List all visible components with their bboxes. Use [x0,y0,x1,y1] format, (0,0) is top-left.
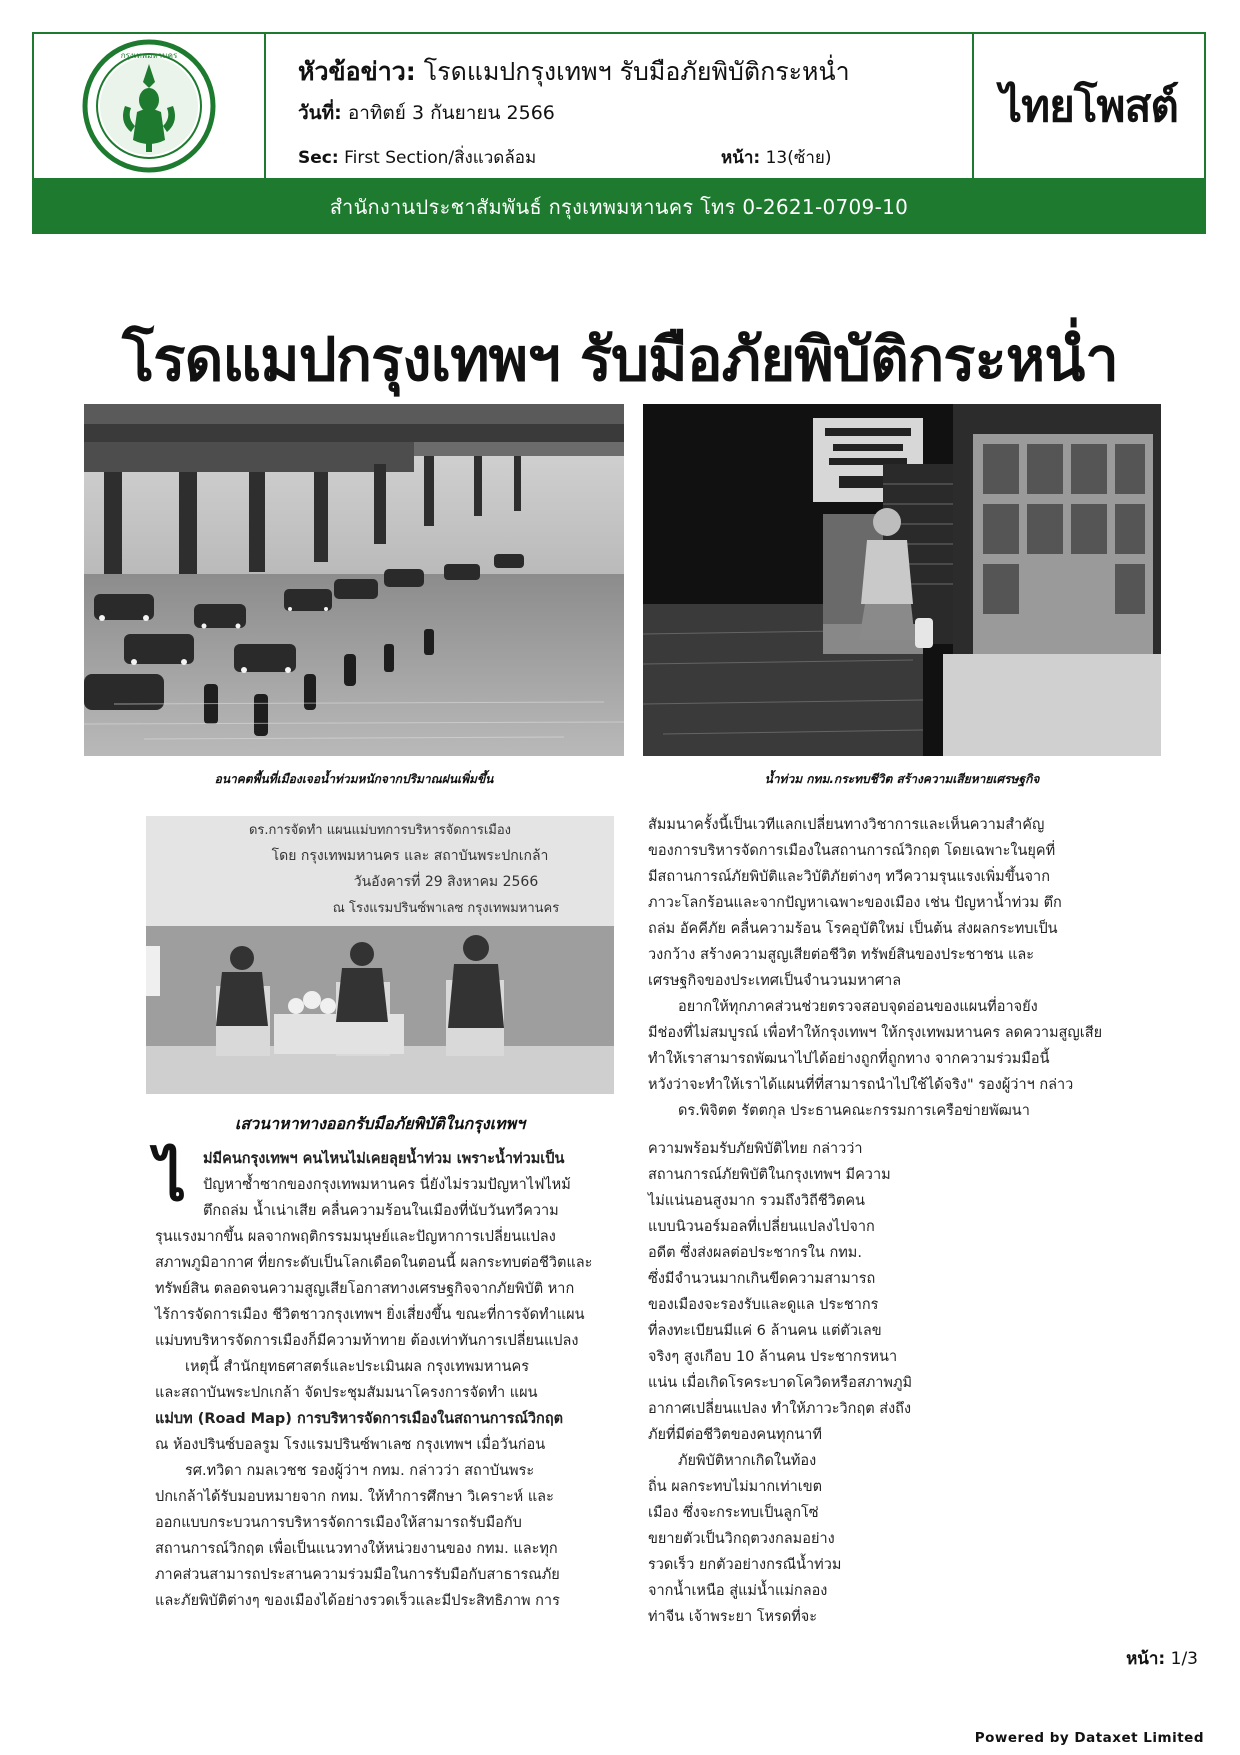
banner-line-3: วันอังคารที่ 29 สิงหาคม 2566 [353,874,539,890]
page-number-label: หน้า: [1126,1649,1166,1669]
page-ref-value: 13(ซ้าย) [765,148,832,168]
office-contact-text: สำนักงานประชาสัมพันธ์ กรุงเทพมหานคร โทร 0-2621-0709-10 [329,195,909,219]
clipping-metadata [266,34,974,178]
body-line: ถิ่น ผลกระทบไม่มากเท่าเขต [648,1479,823,1495]
body-line: สถานการณ์ภัยพิบัติในกรุงเทพฯ มีความ [648,1167,891,1183]
body-line: หวังว่าจะทำให้เราได้แผนที่ที่สามารถนำไปใช้ได้จริง" รองผู้ว่าฯ กล่าว [648,1077,1074,1093]
body-line: ภาคส่วนสามารถประสานความร่วมมือในการรับมือกับสาธารณภัย [155,1567,560,1583]
body-line: ไม่แน่นอนสูงมาก รวมถึงวิถีชีวิตคน [648,1193,865,1209]
body-line: แม่บท (Road Map) การบริหารจัดการเมืองในสถานการณ์วิกฤต [155,1411,564,1427]
headline-label: หัวข้อข่าว: [298,57,416,86]
office-contact-bar [32,180,1206,234]
photo-seminar-panel [146,816,614,1094]
body-line: ของเมืองจะรองรับและดูแล ประชากร [648,1297,879,1313]
body-line: และสถาบันพระปกเกล้า จัดประชุมสัมมนาโครงการจัดทำ แผน [155,1385,538,1401]
body-line: อากาศเปลี่ยนแปลง ทำให้ภาวะวิกฤต ส่งถึง [648,1401,912,1417]
photo3-caption: เสวนาหาทางออกรับมือภัยพิบัติในกรุงเทพฯ [234,1114,526,1133]
body-line: แบบนิวนอร์มอลที่เปลี่ยนแปลงไปจาก [648,1219,875,1235]
body-line: รศ.ทวิดา กมลเวชช รองผู้ว่าฯ กทม. กล่าวว่า สถาบันพระ [185,1463,535,1479]
drop-cap: ไ [155,1142,187,1215]
body-line: มีสถานการณ์ภัยพิบัติและวิบัติภัยต่างๆ ทวีความรุนแรงเพิ่มขึ้นจาก [648,869,1050,885]
bma-seal-logo [34,34,266,178]
body-line: ดร.พิจิตต รัตตกุล ประธานคณะกรรมการเครือข่ายพัฒนา [678,1103,1030,1119]
body-right-column-top [648,812,1108,1124]
page-number-value: 1/3 [1170,1649,1198,1669]
body-line: ภาวะโลกร้อนและจากปัญหาเฉพาะของเมือง เช่น ปัญหาน้ำท่วม ตึก [648,895,1062,911]
body-line: อดีต ซึ่งส่งผลต่อประชากรใน กทม. [648,1245,862,1261]
section-line [298,144,536,171]
body-line: ภัยที่มีต่อชีวิตของคนทุกนาที [648,1427,822,1443]
date-label: วันที่: [298,102,342,124]
body-line: ปัญหาซ้ำซากของกรุงเทพมหานคร นี่ยังไม่รวมปัญหาไฟไหม้ [203,1177,571,1193]
body-line: มีช่องที่ไม่สมบูรณ์ เพื่อทำให้กรุงเทพฯ ให้กรุงเทพมหานคร ลดความสูญเสีย [648,1025,1103,1041]
svg-text:กรุงเทพมหานคร: กรุงเทพมหานคร [120,51,178,60]
body-line: ม่มีคนกรุงเทพฯ คนไหนไม่เคยลุยน้ำท่วม เพราะน้ำท่วมเป็น [203,1151,565,1167]
body-line: ของการบริหารจัดการเมืองในสถานการณ์วิกฤต โดยเฉพาะในยุคที่ [648,843,1056,859]
article-title: โรดแมปกรุงเทพฯ รับมือภัยพิบัติกระหน่ำ [121,325,1118,395]
photo-flooded-street [84,404,624,756]
body-line: แน่น เมื่อเกิดโรคระบาดโควิดหรือสภาพภูมิ [648,1375,913,1391]
banner-line-1: ดร.การจัดทำ แผนแม่บทการบริหารจัดการเมือง [248,823,512,838]
clipping-header [32,32,1206,180]
body-line: ซึ่งมีจำนวนมากเกินขีดความสามารถ [648,1271,876,1287]
body-line: ตึกถล่ม น้ำเน่าเสีย คลื่นความร้อนในเมืองที่นับวันทวีความ [203,1203,559,1219]
photo-night-flood-shop [643,404,1161,756]
body-line: เหตุนี้ สำนักยุทธศาสตร์และประเมินผล กรุงเทพมหานคร [185,1359,530,1375]
body-line: ออกแบบกระบวนการบริหารจัดการเมืองให้สามารถรับมือกับ [155,1515,522,1531]
body-line: ปกเกล้าได้รับมอบหมายจาก กทม. ให้ทำการศึกษา วิเคราะห์ และ [155,1489,554,1505]
page-ref-line [721,144,832,171]
body-line: เศรษฐกิจของประเทศเป็นจำนวนมหาศาล [648,973,902,989]
body-line: สถานการณ์วิกฤต เพื่อเป็นแนวทางให้หน่วยงานของ กทม. และทุก [155,1541,558,1557]
publication-name: ไทยโพสต์ [1000,81,1178,132]
body-line: ท่าจีน เจ้าพระยา โหรดที่จะ [648,1609,818,1625]
powered-by: Powered by Dataxet Limited [974,1730,1204,1746]
body-line: ไร้การจัดการเมือง ชีวิตชาวกรุงเทพฯ ยิ่งเสี่ยงขึ้น ขณะที่การจัดทำแผน [155,1307,585,1323]
photo2-caption: น้ำท่วม กทม.กระทบชีวิต สร้างความเสียหายเศรษฐกิจ [764,772,1040,786]
body-line: ถล่ม อัคคีภัย คลื่นความร้อน โรคอุบัติใหม่ เป็นต้น ส่งผลกระทบเป็น [648,921,1058,937]
body-line: วงกว้าง สร้างความสูญเสียต่อชีวิต ทรัพย์สินของประชาชน และ [648,947,1035,963]
body-line: สัมมนาครั้งนี้เป็นเวทีแลกเปลี่ยนทางวิชาการและเห็นความสำคัญ [648,817,1045,833]
body-line: ทรัพย์สิน ตลอดจนความสูญเสียโอกาสทางเศรษฐกิจจากภัยพิบัติ หาก [155,1281,575,1297]
headline-line [298,52,850,92]
section-label: Sec: [298,148,339,168]
body-line: รุนแรงมากขึ้น ผลจากพฤติกรรมมนุษย์และปัญหาการเปลี่ยนแปลง [155,1229,556,1245]
headline-value: โรดแมปกรุงเทพฯ รับมือภัยพิบัติกระหน่ำ [423,57,850,86]
date-line [298,98,555,128]
body-line: และภัยพิบัติต่างๆ ของเมืองได้อย่างรวดเร็วและมีประสิทธิภาพ การ [155,1593,560,1609]
body-line: แม่บทบริหารจัดการเมืองก็มีความท้าทาย ต้องเท่าทันการเปลี่ยนแปลง [155,1333,579,1349]
banner-line-2: โดย กรุงเทพมหานคร และ สถาบันพระปกเกล้า [271,848,549,864]
body-line: สภาพภูมิอากาศ ที่ยกระดับเป็นโลกเดือดในตอนนี้ ผลกระทบต่อชีวิตและ [155,1255,593,1271]
banner-line-4: ณ โรงแรมปรินซ์พาเลซ กรุงเทพมหานคร [332,901,560,916]
body-line: เมือง ซึ่งจะกระทบเป็นลูกโซ่ [648,1505,819,1521]
body-line: จริงๆ สูงเกือบ 10 ล้านคน ประชากรหนา [648,1349,898,1365]
page-number [1126,1645,1198,1672]
body-line: ขยายตัวเป็นวิกฤตวงกลมอย่าง [648,1531,835,1547]
seal-icon [79,36,219,176]
page-ref-label: หน้า: [721,148,761,168]
body-left-column [155,1142,610,1614]
body-right-column-bottom [648,1136,913,1630]
body-line: จากน้ำเหนือ สู่แม่น้ำแม่กลอง [648,1583,828,1599]
date-value: อาทิตย์ 3 กันยายน 2566 [347,102,555,124]
body-line: ทำให้เราสามารถพัฒนาไปได้อย่างถูกที่ถูกทาง จากความร่วมมือนี้ [648,1051,1050,1067]
photo1-caption: อนาคตพื้นที่เมืองเจอน้ำท่วมหนักจากปริมาณฝนเพิ่มขึ้น [214,772,494,786]
body-line: ภัยพิบัติหากเกิดในท้อง [678,1453,817,1469]
body-line: รวดเร็ว ยกตัวอย่างกรณีน้ำท่วม [648,1557,842,1573]
section-value: First Section/สิ่งแวดล้อม [344,148,537,168]
publication-box [974,34,1204,178]
body-line: ความพร้อมรับภัยพิบัติไทย กล่าวว่า [648,1141,863,1157]
body-line: ณ ห้องปรินซ์บอลรูม โรงแรมปรินซ์พาเลซ กรุงเทพฯ เมื่อวันก่อน [155,1437,546,1453]
body-line: อยากให้ทุกภาคส่วนช่วยตรวจสอบจุดอ่อนของแผนที่อาจยัง [678,999,1038,1015]
body-line: ที่ลงทะเบียนมีแค่ 6 ล้านคน แต่ตัวเลข [648,1323,882,1339]
